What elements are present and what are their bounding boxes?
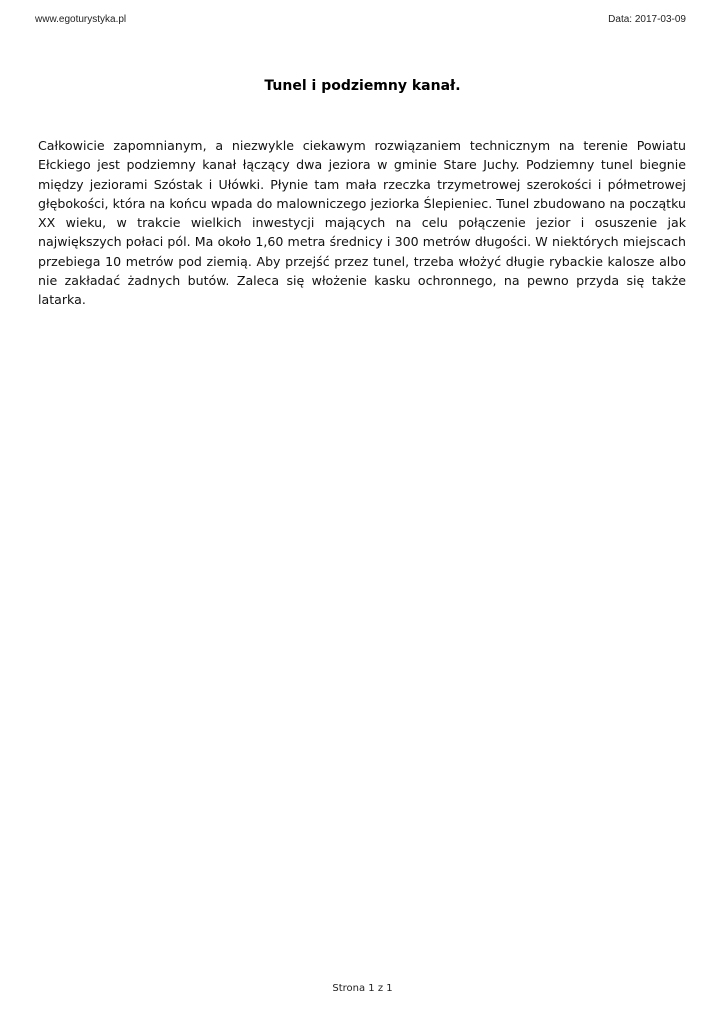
article-body: Całkowicie zapomnianym, a niezwykle ciekawym rozwiązaniem technicznym na terenie Powiatu Ełckiego jest podziemny kanał łączący dwa jeziora w gminie Stare Juchy. Podziemny tunel biegnie między jeziorami Szóstak i Ułówki. Płynie tam mała rzeczka trzymetrowej szerokości i półmetrowej głębokości, która na końcu wpada do malowniczego jeziorka Ślepieniec. Tunel zbudowano na początku XX wieku, w trakcie wielkich inwestycji mających na celu połączenie jezior i osuszenie jak największych połaci pól. Ma około 1,60 metra średnicy i 300 metrów długości. W niektórych miejscach przebiega 10 metrów pod ziemią. Aby przejść przez tunel, trzeba włożyć długie rybackie kalosze albo nie zakładać żadnych butów. Zaleca się włożenie kasku ochronnego, na pewno przyda się także latarka. <box>38 138 686 307</box>
page-number: Strona 1 z 1 <box>332 983 393 994</box>
header-date: Data: 2017-03-09 <box>608 14 686 25</box>
header-url: www.egoturystyka.pl <box>35 14 127 25</box>
page-title: Tunel i podziemny kanał. <box>264 78 461 94</box>
